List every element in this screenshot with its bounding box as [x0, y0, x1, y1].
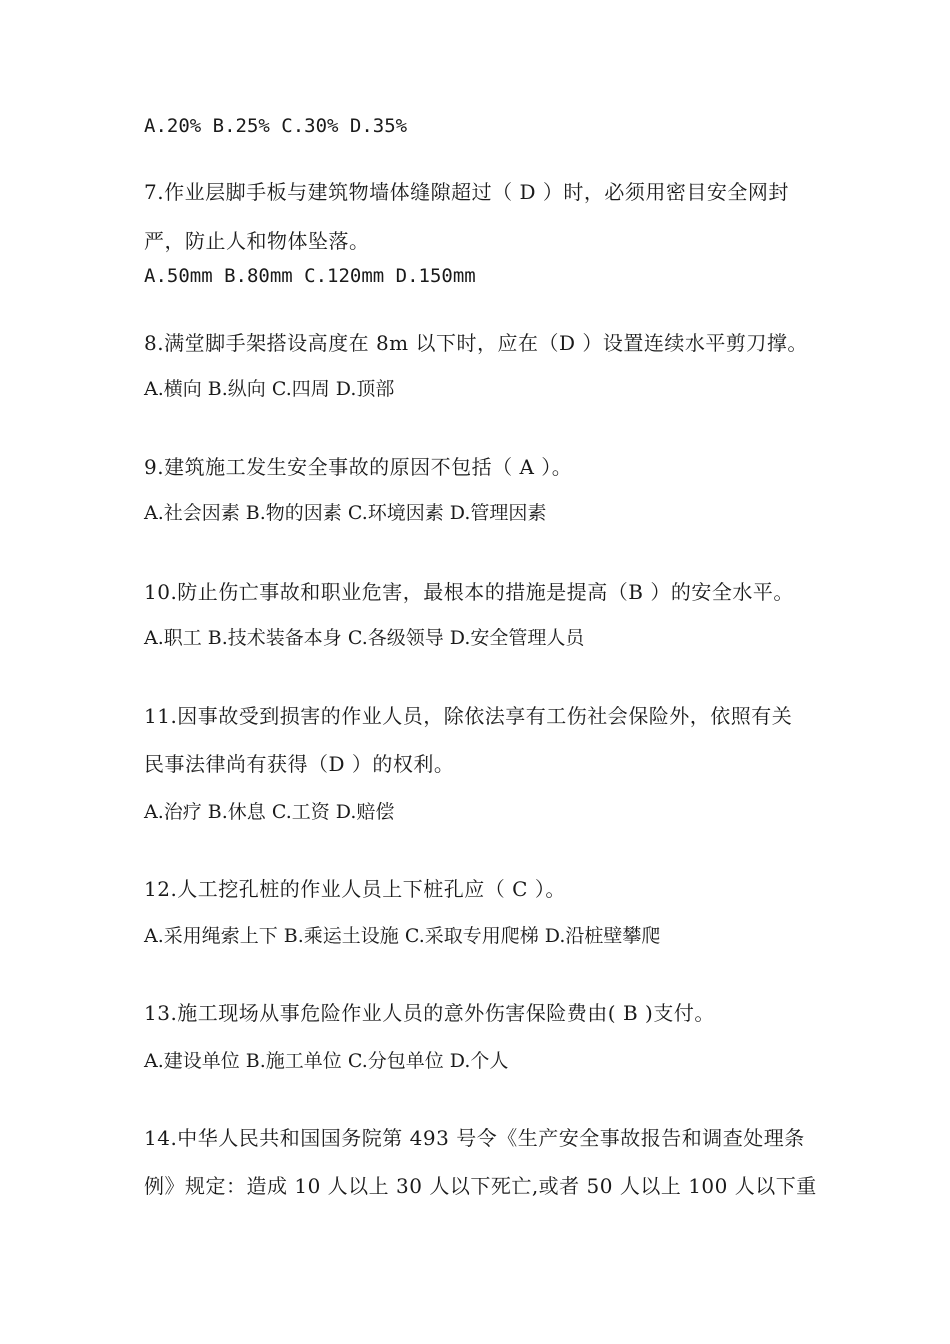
question-7-line-1: 7.作业层脚手板与建筑物墙体缝隙超过（ D ）时，必须用密目安全网封 — [144, 180, 789, 204]
question-11-line-1: 11.因事故受到损害的作业人员，除依法享有工伤社会保险外，依照有关 — [144, 704, 793, 728]
options-q13: A.建设单位 B.施工单位 C.分包单位 D.个人 — [144, 1050, 509, 1072]
question-8: 8.满堂脚手架搭设高度在 8m 以下时，应在（D ）设置连续水平剪刀撑。 — [144, 331, 808, 355]
options-q6: A.20% B.25% C.30% D.35% — [144, 115, 408, 137]
question-7-line-2: 严，防止人和物体坠落。 — [144, 229, 370, 253]
options-q12: A.采用绳索上下 B.乘运土设施 C.采取专用爬梯 D.沿桩壁攀爬 — [144, 925, 661, 947]
question-12: 12.人工挖孔桩的作业人员上下桩孔应（ C ）。 — [144, 877, 566, 901]
question-9: 9.建筑施工发生安全事故的原因不包括（ A ）。 — [144, 455, 573, 479]
options-q10: A.职工 B.技术装备本身 C.各级领导 D.安全管理人员 — [144, 627, 585, 649]
question-13: 13.施工现场从事危险作业人员的意外伤害保险费由( B )支付。 — [144, 1001, 715, 1025]
options-q7: A.50mm B.80mm C.120mm D.150mm — [144, 265, 476, 287]
question-14-line-1: 14.中华人民共和国国务院第 493 号令《生产安全事故报告和调查处理条 — [144, 1126, 805, 1150]
options-q11: A.治疗 B.休息 C.工资 D.赔偿 — [144, 801, 395, 823]
question-14-line-2: 例》规定：造成 10 人以上 30 人以下死亡,或者 50 人以上 100 人以下重 — [144, 1174, 817, 1198]
options-q9: A.社会因素 B.物的因素 C.环境因素 D.管理因素 — [144, 502, 547, 524]
question-11-line-2: 民事法律尚有获得（D ）的权利。 — [144, 752, 455, 776]
question-10: 10.防止伤亡事故和职业危害，最根本的措施是提高（B ）的安全水平。 — [144, 580, 794, 604]
options-q8: A.横向 B.纵向 C.四周 D.顶部 — [144, 378, 395, 400]
